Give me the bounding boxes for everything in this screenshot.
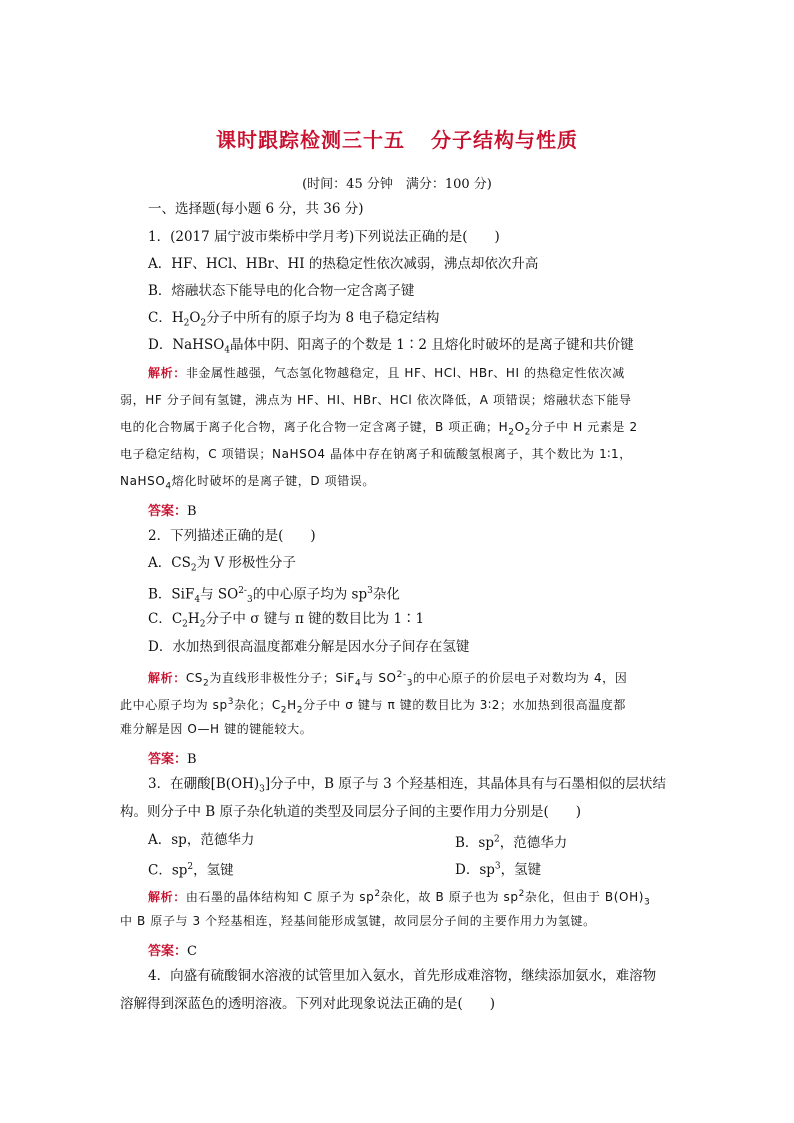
q1-option-c: C．$H_2O_2$分子中所有的原子均为 8 电子稳定结构 bbox=[148, 310, 440, 329]
q1-explanation-line2: 弱，HF 分子间有氢键，沸点为 HF、HI、HBr、HCl 依次降低，A 项错误；熔融状态下能导 bbox=[120, 393, 632, 407]
q1-answer: 答案：B bbox=[148, 504, 197, 519]
q4-stem-line2: 溶解得到深蓝色的透明溶液。下列对此现象说法正确的是( ) bbox=[120, 996, 496, 1012]
q1-explanation-line1: 解析：非金属性越强，气态氢化物越稳定，且 HF、HCl、HBr、HI 的热稳定性依次减 bbox=[148, 366, 625, 380]
q2-option-a: A．$CS_2$为 V 形极性分子 bbox=[148, 555, 296, 574]
q4-stem-line1: 4．向盛有硫酸铜水溶液的试管里加入氨水，首先形成难溶物，继续添加氨水，难溶物 bbox=[148, 968, 657, 984]
q1-option-a: A．HF、HCl、HBr、HI 的热稳定性依次减弱，沸点却依次升高 bbox=[148, 256, 539, 272]
q3-option-b: B．$sp^2$，范德华力 bbox=[455, 834, 568, 851]
q3-option-a: A．sp，范德华力 bbox=[148, 832, 255, 848]
q3-explanation-line1: 解析：由石墨的晶体结构知 C 原子为 $sp^2$杂化，故 B 原子也为 $sp^2$杂化，但由于 $B(OH)_3$ bbox=[148, 889, 651, 908]
q3-explanation-line2: 中 B 原子与 3 个羟基相连，羟基间能形成氢键，故同层分子间的主要作用力为氢键。 bbox=[120, 914, 596, 928]
q1-stem: 1．(2017 届宁波市柴桥中学月考)下列说法正确的是( ) bbox=[148, 229, 500, 245]
q2-stem: 2．下列描述正确的是( ) bbox=[148, 528, 316, 544]
q3-answer: 答案：C bbox=[148, 944, 197, 959]
q2-option-b: B．SiF$_4$与 $SO^{2-}_3$的中心原子均为 $sp^3$杂化 bbox=[148, 586, 400, 606]
q3-stem-line1: 3．在硼酸$[B(OH)_3]$分子中，B 原子与 3 个羟基相连，其晶体具有与石墨相似的层状结 bbox=[148, 776, 667, 795]
title-part1: 课时跟踪检测三十五 bbox=[216, 128, 405, 152]
q1-explanation-line4: 电子稳定结构，C 项错误；NaHSO4 晶体中存在钠离子和硫酸氢根离子，其个数比为 1∶1， bbox=[120, 447, 632, 461]
q2-option-d: D．水加热到很高温度都难分解是因水分子间存在氢键 bbox=[148, 639, 470, 655]
q1-explanation-line3: 电的化合物属于离子化合物，离子化合物一定含离子键，B 项正确；$H_2O_2$分子中 H 元素是 2 bbox=[120, 420, 638, 438]
q3-option-c: C．$sp^2$，氢键 bbox=[148, 862, 234, 879]
q1-explanation-line5: NaHSO$_4$熔化时破坏的是离子键，D 项错误。 bbox=[120, 474, 376, 492]
q3-stem-line2: 构。则分子中 B 原子杂化轨道的类型及同层分子间的主要作用力分别是( ) bbox=[120, 804, 582, 820]
section-heading: 一、选择题(每小题 6 分，共 36 分) bbox=[148, 201, 364, 217]
q3-option-d: D．$sp^3$，氢键 bbox=[455, 861, 542, 878]
q2-explanation-line1: 解析：$CS_2$为直线形非极性分子；SiF$_4$与 $SO^{2-}_3$的中心原子的价层电子对数均为 4，因 bbox=[148, 670, 628, 689]
q2-option-c: C．$C_2H_2$分子中 σ 键与 π 键的数目比为 1∶1 bbox=[148, 611, 425, 630]
q1-option-d: D．NaHSO$_4$晶体中阴、阳离子的个数是 1∶2 且熔化时破坏的是离子键和共价键 bbox=[148, 337, 634, 356]
exam-info: (时间：45 分钟 满分：100 分) bbox=[302, 177, 492, 192]
title-part2: 分子结构与性质 bbox=[431, 128, 578, 152]
q2-explanation-line2: 此中心原子均为 $sp^3$杂化；$C_2H_2$分子中 σ 键与 π 键的数目比为 3∶2；水加热到很高温度都 bbox=[120, 697, 626, 716]
q1-option-b: B．熔融状态下能导电的化合物一定含离子键 bbox=[148, 283, 415, 299]
q2-explanation-line3: 难分解是因 O—H 键的键能较大。 bbox=[120, 722, 313, 736]
page-title bbox=[0, 124, 794, 153]
q2-answer: 答案：B bbox=[148, 752, 197, 767]
